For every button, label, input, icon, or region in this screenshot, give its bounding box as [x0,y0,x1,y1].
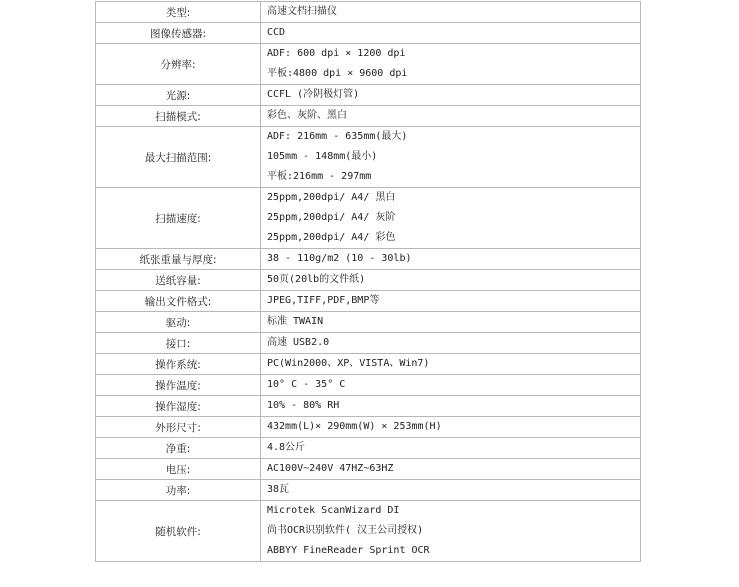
spec-label: 图像传感器: [96,23,261,44]
spec-value-line: PC(Win2000、XP、VISTA、Win7) [267,358,430,369]
spec-label: 电压: [96,459,261,480]
spec-value-line: ABBYY FineReader Sprint OCR [267,545,430,556]
spec-table [95,1,641,562]
spec-row [96,438,641,459]
spec-row [96,333,641,354]
spec-value [261,249,641,270]
spec-value-line: 4.8公斤 [267,442,306,453]
spec-value [261,127,641,188]
spec-label: 操作系统: [96,354,261,375]
spec-value [261,312,641,333]
spec-value-line: AC100V~240V 47HZ~63HZ [267,463,394,474]
spec-value-line: ADF: 600 dpi × 1200 dpi [267,48,406,59]
spec-value [261,106,641,127]
spec-label: 功率: [96,480,261,501]
spec-row [96,106,641,127]
spec-value-line: 50页(20lb的文件纸) [267,274,366,285]
spec-value-line: 10% - 80% RH [267,400,340,411]
spec-label: 送纸容量: [96,270,261,291]
spec-value [261,44,641,85]
spec-value-line: 平板:216mm - 297mm [267,171,372,182]
spec-value-line: 10° C - 35° C [267,379,346,390]
spec-value-line: 彩色、灰阶、黑白 [267,110,347,121]
spec-value [261,291,641,312]
spec-value-line: 25ppm,200dpi/ A4/ 彩色 [267,232,396,243]
spec-label: 扫描模式: [96,106,261,127]
spec-label: 扫描速度: [96,188,261,249]
spec-value-line: 38瓦 [267,484,290,495]
spec-row [96,85,641,106]
spec-row [96,396,641,417]
spec-row [96,312,641,333]
spec-row [96,188,641,249]
spec-value-line: 25ppm,200dpi/ A4/ 黑白 [267,192,396,203]
spec-row [96,249,641,270]
spec-value-line: Microtek ScanWizard DI [267,505,400,516]
spec-value [261,270,641,291]
spec-value [261,188,641,249]
spec-value-line: CCD [267,27,286,38]
spec-value-line: 38 - 110g/m2 (10 - 30lb) [267,253,412,264]
spec-value [261,354,641,375]
spec-value [261,438,641,459]
spec-value-line: CCFL (冷阴极灯管) [267,89,360,100]
spec-row [96,375,641,396]
spec-row [96,459,641,480]
spec-value-line: 尚书OCR识别软件( 汉王公司授权) [267,525,424,536]
spec-value [261,501,641,562]
spec-value-line: JPEG,TIFF,PDF,BMP等 [267,295,380,306]
spec-label: 净重: [96,438,261,459]
spec-value [261,333,641,354]
spec-row [96,23,641,44]
spec-row [96,354,641,375]
spec-label: 最大扫描范围: [96,127,261,188]
spec-value [261,375,641,396]
spec-value-line: 高速文档扫描仪 [267,6,337,17]
spec-table-body [96,2,641,562]
spec-row [96,417,641,438]
spec-value [261,480,641,501]
spec-label: 分辨率: [96,44,261,85]
spec-label: 输出文件格式: [96,291,261,312]
spec-label: 驱动: [96,312,261,333]
spec-label: 光源: [96,85,261,106]
spec-label: 随机软件: [96,501,261,562]
spec-label: 操作温度: [96,375,261,396]
spec-label: 操作湿度: [96,396,261,417]
spec-row [96,480,641,501]
spec-value-line: 高速 USB2.0 [267,337,330,348]
spec-value-line: 标准 TWAIN [267,316,324,327]
spec-value [261,23,641,44]
spec-label: 接口: [96,333,261,354]
spec-row [96,2,641,23]
spec-row [96,127,641,188]
spec-value-line: ADF: 216mm - 635mm(最大) [267,131,408,142]
spec-value-line: 25ppm,200dpi/ A4/ 灰阶 [267,212,396,223]
spec-label: 外形尺寸: [96,417,261,438]
spec-value [261,396,641,417]
spec-value [261,85,641,106]
spec-row [96,291,641,312]
spec-label: 类型: [96,2,261,23]
spec-value [261,2,641,23]
spec-value-line: 432mm(L)× 290mm(W) × 253mm(H) [267,421,442,432]
spec-label: 纸张重量与厚度: [96,249,261,270]
spec-value [261,459,641,480]
spec-row [96,270,641,291]
spec-row [96,501,641,562]
spec-value-line: 平板:4800 dpi × 9600 dpi [267,68,408,79]
spec-value-line: 105mm - 148mm(最小) [267,151,378,162]
spec-row [96,44,641,85]
spec-value [261,417,641,438]
